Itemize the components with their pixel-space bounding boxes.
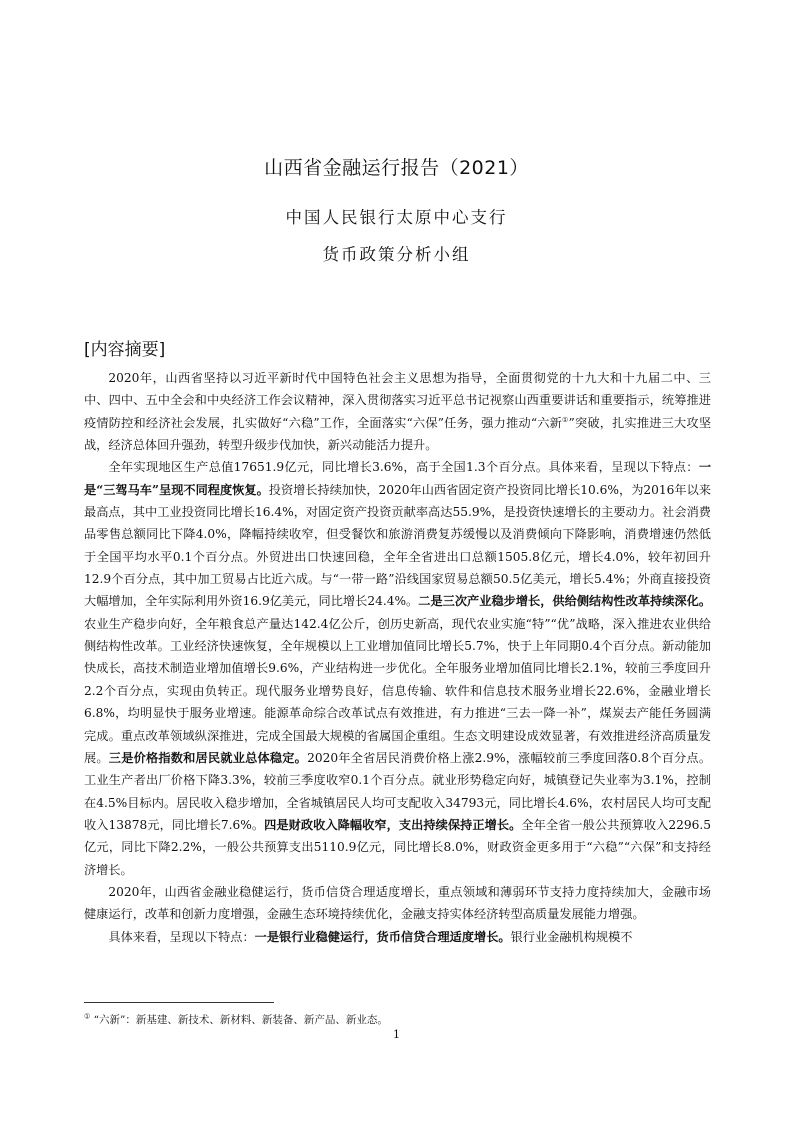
- section-heading: [内容摘要]: [84, 340, 166, 360]
- p2-highlight-4: 四是财政收入降幅收窄，支出持续保持正增长。: [264, 817, 522, 832]
- p2-highlight-3: 三是价格指数和居民就业总体稳定。: [108, 750, 308, 765]
- footnote-divider: [84, 1002, 274, 1003]
- report-title: 山西省金融运行报告（2021）: [264, 157, 529, 179]
- summary-body: [84, 367, 711, 948]
- p2-text-1: 全年实现地区生产总值17651.9亿元，同比增长3.6%，高于全国1.3个百分点。具体来看，呈现以下特点：: [108, 460, 699, 475]
- footnote-ref[interactable]: ①: [562, 415, 569, 424]
- paragraph-3: 2020年，山西省金融业稳健运行，货币信贷合理适度增长，重点领域和薄弱环节支持力度持续加大，金融市场健康运行，改革和创新力度增强，金融生态环境持续优化，金融支持实体经济转型高质量发展能力增强。: [84, 884, 711, 922]
- paragraph-4: [84, 926, 711, 948]
- p2-text-4: 2020年全省居民消费价格上涨2.9%，涨幅较前三季度回落0.8个百分点。工业生产者出厂价格下降3.3%，较前三季度收窄0.1个百分点。就业形势稳定向好，城镇登记失业率为3.1%，控制在4.5%目标内。居民收入稳步增加，全省城镇居民人均可支配收入34793元，同比增长4.6%，农村居民人均可支配收入13878元，同比增长7.6%。: [84, 750, 712, 832]
- p2-text-2: 投资增长持续加快，2020年山西省固定资产投资同比增长10.6%，为2016年以来最高点，其中工业投资同比增长16.4%，对固定资产投资贡献率高达55.9%，是投资快速增长的主要动力。社会消费品零售总额同比下降4.0%，降幅持续收窄，但受餐饮和旅游消费复苏缓慢以及消费倾向下降影响，消费增速仍然低于全国平均水平0.1个百分点。外贸进出口快速回稳，全年全省进出口总额1505.8亿元，增长4.0%，较年初回升12.9个百分点，其中加工贸易占比近六成。与“一带一路”沿线国家贸易总额50.5亿美元，增长5.4%；外商直接投资大幅增加，全年实际利用外资16.9亿美元，同比增长24.4%。: [84, 482, 711, 609]
- page-number: 1: [393, 1028, 400, 1041]
- group-name: 货币政策分析小组: [322, 245, 471, 264]
- footnote-mark: ①: [84, 1012, 91, 1021]
- paragraph-2: [84, 456, 711, 881]
- p2-highlight-2: 二是三次产业稳步增长，供给侧结构性改革持续深化。: [418, 594, 712, 609]
- footnote-text: “六新”：新基建、新技术、新材料、新装备、新产品、新业态。: [93, 1014, 388, 1026]
- p4-text-2: 银行业金融机构规模不: [510, 929, 633, 944]
- p4-text-1: 具体来看，呈现以下特点：: [108, 929, 255, 944]
- org-name: 中国人民银行太原中心支行: [285, 208, 508, 227]
- p2-text-5: 全年全省一般公共预算收入2296.5亿元，同比下降2.2%，一般公共预算支出5110.9亿元，同比增长8.0%，财政资金更多用于“六稳”“六保”和支持经济增长。: [84, 817, 711, 877]
- footnote: [84, 1012, 388, 1027]
- paragraph-1-text: 2020年，山西省坚持以习近平新时代中国特色社会主义思想为指导，全面贯彻党的十九大和十九届二中、三中、四中、五中全会和中央经济工作会议精神，深入贯彻落实习近平总书记视察山西重要讲话和重要指示，统筹推进疫情防控和经济社会发展，扎实做好“六稳”工作，全面落实“六保”任务，强力推动“六新: [84, 371, 711, 430]
- paragraph-1-end: ”突破，扎实推进三大攻坚战，经济总体回升强劲，转型升级步伐加快，新兴动能活力提升。: [84, 415, 712, 453]
- p2-highlight-1: 一是“三驾马车”呈现不同程度恢复。: [84, 460, 711, 497]
- p4-highlight-1: 一是银行业稳健运行，货币信贷合理适度增长。: [254, 929, 511, 944]
- paragraph-1: [84, 367, 711, 456]
- p2-text-3: 农业生产稳步向好，全年粮食总产量达142.4亿公斤，创历史新高，现代农业实施“特”“优”战略，深入推进农业供给侧结构性改革。工业经济快速恢复，全年规模以上工业增加值同比增长5.7%，快于上年同期0.4个百分点。新动能加快成长，高技术制造业增加值增长9.6%，产业结构进一步优化。全年服务业增加值同比增长2.1%，较前三季度回升2.2个百分点，实现由负转正。现代服务业增势良好，信息传输、软件和信息技术服务业增长22.6%，金融业增长6.8%，均明显快于服务业增速。能源革命综合改革试点有效推进，有力推进“三去一降一补”，煤炭去产能任务圆满完成。重点改革领域纵深推进，完成全国最大规模的省属国企重组。生态文明建设成效显著，有效推进经济高质量发展。: [84, 616, 711, 765]
